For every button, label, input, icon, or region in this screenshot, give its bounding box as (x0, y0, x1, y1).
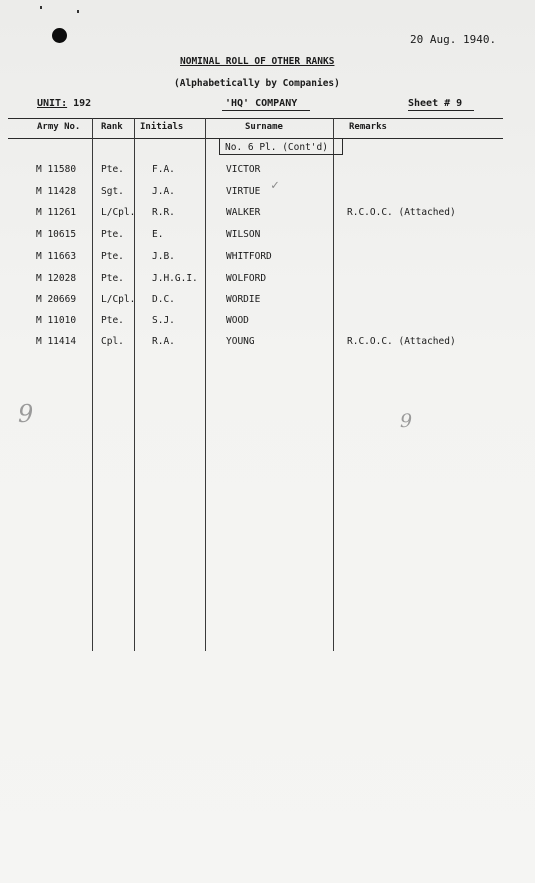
column-header-army-no: Army No. (37, 122, 81, 132)
table-top-rule (8, 118, 503, 119)
speck (40, 6, 42, 9)
table-row (0, 186, 535, 206)
company-underline (222, 110, 310, 111)
table-row (0, 164, 535, 184)
column-header-remarks: Remarks (349, 122, 387, 132)
table-row (0, 207, 535, 227)
cell-rank: L/Cpl. (101, 294, 136, 305)
cell-initials: D.C. (152, 294, 175, 305)
unit-value: 192 (73, 98, 92, 109)
pencil-mark-left: 9 (18, 400, 34, 428)
cell-surname: WHITFORD (226, 251, 272, 262)
cell-surname: VICTOR (226, 164, 261, 175)
table-row (0, 294, 535, 314)
cell-army-no: M 11261 (36, 207, 77, 218)
pencil-mark-right: 9 (400, 410, 413, 432)
cell-army-no: M 11428 (36, 186, 77, 197)
document-date: 20 Aug. 1940. (410, 33, 497, 46)
cell-rank: Cpl. (101, 336, 124, 347)
speck (77, 10, 79, 13)
cell-army-no: M 20669 (36, 294, 77, 305)
cell-surname: WILSON (226, 229, 261, 240)
cell-surname: WOLFORD (226, 273, 267, 284)
cell-initials: R.A. (152, 336, 175, 347)
cell-rank: Pte. (101, 273, 124, 284)
column-header-rank: Rank (101, 122, 123, 132)
cell-surname: WOOD (226, 315, 249, 326)
column-header-initials: Initials (140, 122, 184, 132)
cell-initials: R.R. (152, 207, 175, 218)
document-subtitle: (Alphabetically by Companies) (174, 78, 340, 89)
cell-surname: VIRTUE (226, 186, 261, 197)
cell-initials: J.H.G.I. (152, 273, 198, 284)
cell-rank: Pte. (101, 229, 124, 240)
cell-army-no: M 10615 (36, 229, 77, 240)
cell-initials: J.B. (152, 251, 175, 262)
unit-label: UNIT: (37, 98, 68, 109)
cell-initials: E. (152, 229, 164, 240)
cell-army-no: M 11580 (36, 164, 77, 175)
cell-army-no: M 11663 (36, 251, 77, 262)
table-row (0, 336, 535, 356)
document-title: NOMINAL ROLL OF OTHER RANKS (180, 56, 335, 67)
table-row (0, 315, 535, 335)
cell-initials: F.A. (152, 164, 175, 175)
cell-army-no: M 11010 (36, 315, 77, 326)
cell-rank: Sgt. (101, 186, 124, 197)
cell-rank: Pte. (101, 164, 124, 175)
sheet-number: Sheet # 9 (408, 98, 463, 109)
cell-army-no: M 12028 (36, 273, 77, 284)
table-row (0, 273, 535, 293)
cell-rank: L/Cpl. (101, 207, 136, 218)
cell-surname: WORDIE (226, 294, 261, 305)
cell-rank: Pte. (101, 251, 124, 262)
cell-surname: WALKER (226, 207, 261, 218)
column-header-surname: Surname (245, 122, 283, 132)
section-label: No. 6 Pl. (Cont'd) (225, 142, 328, 153)
cell-initials: J.A. (152, 186, 175, 197)
cell-remarks: R.C.O.C. (Attached) (347, 336, 456, 347)
sheet-underline (408, 110, 474, 111)
cell-remarks: R.C.O.C. (Attached) (347, 207, 456, 218)
cell-army-no: M 11414 (36, 336, 77, 347)
cell-surname: YOUNG (226, 336, 255, 347)
company-name: 'HQ' COMPANY (225, 98, 298, 109)
cell-initials: S.J. (152, 315, 175, 326)
table-row (0, 229, 535, 249)
cell-rank: Pte. (101, 315, 124, 326)
punch-hole (52, 28, 67, 43)
unit-line (37, 98, 91, 109)
check-mark: ✓ (271, 178, 279, 193)
table-row (0, 251, 535, 271)
